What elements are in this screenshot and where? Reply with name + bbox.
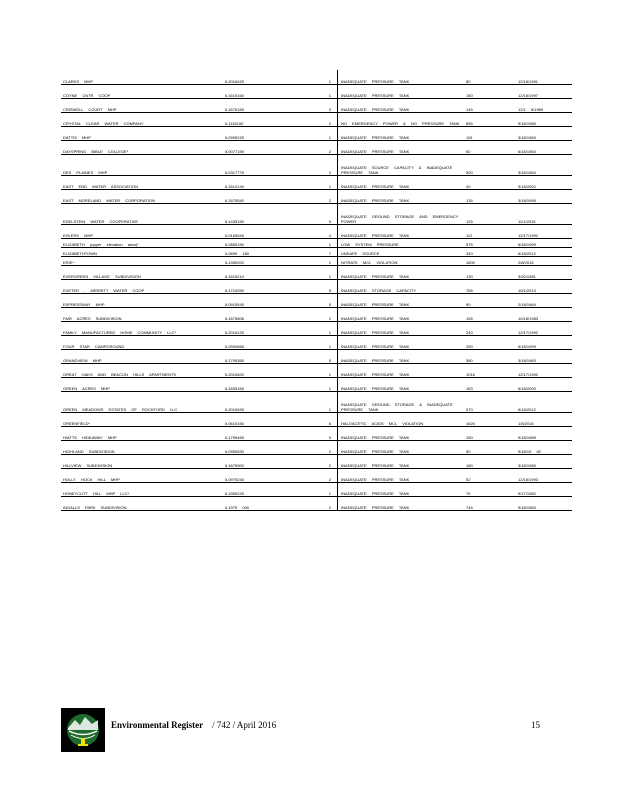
date: 10/18/1983 bbox=[516, 307, 572, 321]
population: 150 bbox=[464, 426, 516, 440]
table-row bbox=[61, 126, 572, 140]
date: 9/16/1985 bbox=[516, 112, 572, 126]
deficiency: UNSAFE SOURCE bbox=[338, 247, 465, 256]
region-number: 5 bbox=[279, 426, 338, 440]
facility-name: HIGHLAND SUBDIVISION bbox=[61, 440, 223, 454]
facility-id: IL1975 000 bbox=[223, 496, 279, 510]
facility-name: ERIE* bbox=[61, 256, 223, 265]
footer-publication-line bbox=[111, 720, 276, 730]
date: 3/18/1983 bbox=[516, 126, 572, 140]
facility-name: EVERGREEN VILLAGE SUBDIVISION bbox=[61, 265, 223, 279]
region-number: 5 bbox=[279, 279, 338, 293]
facility-name: EXPRESSWAY MHP bbox=[61, 293, 223, 307]
deficiency: NO EMERGENCY POWER & NO PRESSURE TANK bbox=[338, 112, 465, 126]
facility-id: IL1950200 bbox=[223, 256, 279, 265]
region-number: 2 bbox=[279, 140, 338, 154]
facility-name: DAYSPRING BIBLE COLLEGE* bbox=[61, 140, 223, 154]
facility-name: HOLLY HOCK HILL MHP bbox=[61, 468, 223, 482]
population: 163 bbox=[464, 377, 516, 391]
date: 6/18/2012 bbox=[516, 391, 572, 412]
region-number: 5 bbox=[279, 203, 338, 224]
region-number: 1 bbox=[279, 238, 338, 247]
facility-name: CLARKS MHP bbox=[61, 70, 223, 84]
population: 1600 bbox=[464, 256, 516, 265]
population: 52 bbox=[464, 468, 516, 482]
table-row bbox=[61, 84, 572, 98]
table-row bbox=[61, 349, 572, 363]
population: 500 bbox=[464, 154, 516, 175]
table-row bbox=[61, 175, 572, 189]
facility-id: IL0690 180 bbox=[223, 247, 279, 256]
facility-id: IL0165545 bbox=[223, 224, 279, 238]
facility-name: EAST MORELAND WATER CORPORATION bbox=[61, 189, 223, 203]
facility-id: IL0077159 bbox=[223, 140, 279, 154]
deficiency: HALOACETIC ACIDS MCL VIOLATION bbox=[338, 412, 465, 426]
population: 1016 bbox=[464, 363, 516, 377]
facility-name: INGALLS PARK SUBDIVISION bbox=[61, 496, 223, 510]
table-row bbox=[61, 496, 572, 510]
region-number: 1 bbox=[279, 321, 338, 335]
table-row bbox=[61, 238, 572, 247]
deficiency: INADEQUATE PRESSURE TANK bbox=[338, 363, 465, 377]
region-number: 1 bbox=[279, 377, 338, 391]
facility-id: IL1710050 bbox=[223, 279, 279, 293]
deficiency: INADEQUATE GROUND STORAGE & INADEQUATE PRESSURE TANK bbox=[338, 391, 465, 412]
region-number: 2 bbox=[279, 189, 338, 203]
table-row bbox=[61, 112, 572, 126]
region-number: 1 bbox=[279, 256, 338, 265]
table-row bbox=[61, 335, 572, 349]
date: 11/1/2015 bbox=[516, 203, 572, 224]
page-footer bbox=[61, 708, 556, 752]
issue-label: / 742 / April 2016 bbox=[212, 720, 277, 730]
facility-id: IL0317775 bbox=[223, 154, 279, 175]
deficiency: INADEQUATE PRESSURE TANK bbox=[338, 126, 465, 140]
facility-id: IL1675808 bbox=[223, 307, 279, 321]
population: 970 bbox=[464, 391, 516, 412]
table-row bbox=[61, 391, 572, 412]
region-number: 1 bbox=[279, 482, 338, 496]
population: 90 bbox=[464, 293, 516, 307]
deficiency: INADEQUATE PRESSURE TANK bbox=[338, 224, 465, 238]
date: 3/20/1981 bbox=[516, 265, 572, 279]
table-row bbox=[61, 224, 572, 238]
facility-id: IL1435150 bbox=[223, 203, 279, 224]
region-number: 4 bbox=[279, 224, 338, 238]
facility-id: IL0955530 bbox=[223, 440, 279, 454]
region-number: 1 bbox=[279, 391, 338, 412]
table-row bbox=[61, 154, 572, 175]
facility-name: GRANDVIEW MHP bbox=[61, 349, 223, 363]
deficiency: INADEQUATE PRESSURE TANK bbox=[338, 84, 465, 98]
table-row bbox=[61, 482, 572, 496]
deficiency: INADEQUATE PRESSURE TANK bbox=[338, 175, 465, 189]
facility-id: IL0990868 bbox=[223, 335, 279, 349]
population: 575 bbox=[464, 238, 516, 247]
deficiency: INADEQUATE SOURCE CAPACITY & INADEQUATE PRESSURE TANK bbox=[338, 154, 465, 175]
date: 6/18/2012 bbox=[516, 247, 572, 256]
deficiency: INADEQUATE PRESSURE TANK bbox=[338, 265, 465, 279]
environmental-register-logo-icon bbox=[61, 708, 105, 752]
table-row bbox=[61, 247, 572, 256]
table-row bbox=[61, 426, 572, 440]
facility-name: EHLERS MHP bbox=[61, 224, 223, 238]
population: 145 bbox=[464, 98, 516, 112]
date: 6/18/1983 bbox=[516, 140, 572, 154]
date: 12/18/1993 bbox=[516, 468, 572, 482]
region-number: 2 bbox=[279, 454, 338, 468]
table-row bbox=[61, 98, 572, 112]
region-number: 1 bbox=[279, 265, 338, 279]
facility-id: IL1955225 bbox=[223, 482, 279, 496]
table-row bbox=[61, 203, 572, 224]
deficiency: INADEQUATE PRESSURE TANK bbox=[338, 307, 465, 321]
facility-id: IL1675540 bbox=[223, 189, 279, 203]
population: 50 bbox=[464, 440, 516, 454]
facility-name: DATTIS MHP bbox=[61, 126, 223, 140]
date: 12/18/1991 bbox=[516, 70, 572, 84]
facility-id: IL1795365 bbox=[223, 349, 279, 363]
facility-id: IL0995225 bbox=[223, 126, 279, 140]
date: 10/1/2013 bbox=[516, 279, 572, 293]
region-number: 6 bbox=[279, 412, 338, 426]
population: 40 bbox=[464, 175, 516, 189]
table-row bbox=[61, 454, 572, 468]
deficiency: INADEQUATE PRESSURE TANK bbox=[338, 321, 465, 335]
date: 3/18/1983 bbox=[516, 349, 572, 363]
table-row bbox=[61, 468, 572, 482]
region-number: 2 bbox=[279, 468, 338, 482]
population: 60 bbox=[464, 140, 516, 154]
deficiency: INADEQUATE PRESSURE TANK bbox=[338, 98, 465, 112]
date: 12/17/1992 bbox=[516, 363, 572, 377]
deficiency: INADEQUATE PRESSURE TANK bbox=[338, 440, 465, 454]
date: 3/16/1984 bbox=[516, 154, 572, 175]
population: 1620 bbox=[464, 412, 516, 426]
region-number: 7 bbox=[279, 247, 338, 256]
deficiency: INADEQUATE PRESSURE TANK bbox=[338, 482, 465, 496]
facility-name: GREENFIELD* bbox=[61, 412, 223, 426]
deficiency: INADEQUATE PRESSURE TANK bbox=[338, 426, 465, 440]
deficiency: INADEQUATE PRESSURE TANK bbox=[338, 349, 465, 363]
facility-id: IL1615160 bbox=[223, 84, 279, 98]
population: 380 bbox=[464, 349, 516, 363]
facility-name: GREEN MEADOWS ESTATES OF ROCKFORD LLC bbox=[61, 391, 223, 412]
deficiency: INADEQUATE PRESSURE TANK bbox=[338, 189, 465, 203]
facility-id: IL1835165 bbox=[223, 377, 279, 391]
region-number: 3 bbox=[279, 98, 338, 112]
table-row bbox=[61, 293, 572, 307]
date: 12/17/1992 bbox=[516, 321, 572, 335]
deficiency: INADEQUATE PRESSURE TANK bbox=[338, 468, 465, 482]
region-number: 2 bbox=[279, 112, 338, 126]
deficiency: LOW SYSTEM PRESSURE bbox=[338, 238, 465, 247]
facility-name: GREEN ACRES MHP bbox=[61, 377, 223, 391]
region-number: 5 bbox=[279, 349, 338, 363]
region-number: 1 bbox=[279, 335, 338, 349]
table-row bbox=[61, 256, 572, 265]
population: 75 bbox=[464, 482, 516, 496]
facility-name: DES PLAINES MHP bbox=[61, 154, 223, 175]
population: 340 bbox=[464, 247, 516, 256]
date: 12/17/1992 bbox=[516, 224, 572, 238]
facility-id: IL2015495 bbox=[223, 391, 279, 412]
table-body bbox=[61, 70, 572, 510]
facility-id: IL2015400 bbox=[223, 363, 279, 377]
facility-id: IL1610140 bbox=[223, 175, 279, 189]
date: 3/18/2002 bbox=[516, 175, 572, 189]
region-number: 1 bbox=[279, 70, 338, 84]
date: 9/18/1989 bbox=[516, 426, 572, 440]
population: 240 bbox=[464, 321, 516, 335]
facility-id: IL2016125 bbox=[223, 321, 279, 335]
facility-id: IL0610150 bbox=[223, 412, 279, 426]
deficiency: INADEQUATE PRESSURE TANK bbox=[338, 293, 465, 307]
date: 9/18/19 82 bbox=[516, 440, 572, 454]
region-number: 2 bbox=[279, 154, 338, 175]
population: 125 bbox=[464, 203, 516, 224]
date: 6/18/2000 bbox=[516, 377, 572, 391]
deficiency: INADEQUATE PRESSURE TANK bbox=[338, 335, 465, 349]
facility-id: IL0975245 bbox=[223, 468, 279, 482]
table-row bbox=[61, 363, 572, 377]
region-number: 1 bbox=[279, 363, 338, 377]
deficiency: INADEQUATE PRESSURE TANK bbox=[338, 70, 465, 84]
table-row bbox=[61, 265, 572, 279]
date: 12/18/1997 bbox=[516, 84, 572, 98]
table-row bbox=[61, 377, 572, 391]
deficiency: INADEQUATE STORAGE CAPACITY bbox=[338, 279, 465, 293]
deficiency: INADEQUATE PRESSURE TANK bbox=[338, 454, 465, 468]
facility-id: IL1115150 bbox=[223, 112, 279, 126]
region-number: 1 bbox=[279, 175, 338, 189]
population: 855 bbox=[464, 112, 516, 126]
date: 3/18/1985 bbox=[516, 454, 572, 468]
population: 250 bbox=[464, 335, 516, 349]
population: 155 bbox=[464, 307, 516, 321]
facility-name: GREAT OAKS AND BEACON HILLS APARTMENTS bbox=[61, 363, 223, 377]
facility-name: HILLVIEW SUBDIVISION bbox=[61, 454, 223, 468]
deficiency: NITRATE MCL VIOLATION bbox=[338, 256, 465, 265]
facility-name: FAMILY MANUFACTURED HOME COMMUNITY LLC* bbox=[61, 321, 223, 335]
population: 80 bbox=[464, 70, 516, 84]
facility-id: IL0850150 bbox=[223, 238, 279, 247]
facility-name: CRISWELL COURT MHP bbox=[61, 98, 223, 112]
facility-name: COYNE CNTR COOP bbox=[61, 84, 223, 98]
facility-id: IL0915545 bbox=[223, 293, 279, 307]
population: 135 bbox=[464, 189, 516, 203]
facility-name: ELIZABETH (upper elevation area)* bbox=[61, 238, 223, 247]
date: 2/8/2016 bbox=[516, 256, 572, 265]
date: 2/18/1984 bbox=[516, 293, 572, 307]
date: 9/18/1983 bbox=[516, 496, 572, 510]
date: 6/18/1999 bbox=[516, 238, 572, 247]
table-row bbox=[61, 189, 572, 203]
population: 180 bbox=[464, 454, 516, 468]
facility-name: FAIR ACRES SUBDIVISION bbox=[61, 307, 223, 321]
table-row bbox=[61, 412, 572, 426]
region-number: 1 bbox=[279, 126, 338, 140]
date: 3/18/1995 bbox=[516, 189, 572, 203]
facility-id: IL1676165 bbox=[223, 98, 279, 112]
page-number: 15 bbox=[531, 720, 540, 730]
region-number: 1 bbox=[279, 84, 338, 98]
population: 745 bbox=[464, 496, 516, 510]
facility-name: EAST END WATER ASSOCIATION bbox=[61, 175, 223, 189]
facility-name: FOUR STAR CAMPGROUND bbox=[61, 335, 223, 349]
region-number: 5 bbox=[279, 293, 338, 307]
facility-name: CRYSTAL CLEAR WATER COMPANY bbox=[61, 112, 223, 126]
table-row bbox=[61, 321, 572, 335]
deficiency: INADEQUATE PRESSURE TANK bbox=[338, 140, 465, 154]
date: 9/17/1982 bbox=[516, 482, 572, 496]
date: 6/18/1999 bbox=[516, 335, 572, 349]
population: 112 bbox=[464, 224, 516, 238]
population: 115 bbox=[464, 126, 516, 140]
facility-id: IL1675900 bbox=[223, 454, 279, 468]
population: 765 bbox=[464, 279, 516, 293]
publication-name: Environmental Register bbox=[111, 720, 204, 730]
facility-name: ELIZABETHTOWN bbox=[61, 247, 223, 256]
table-row bbox=[61, 440, 572, 454]
table-row bbox=[61, 279, 572, 293]
population: 150 bbox=[464, 84, 516, 98]
date: 1/5/2016 bbox=[516, 412, 572, 426]
deficiency: INADEQUATE PRESSURE TANK bbox=[338, 377, 465, 391]
facility-name: HONEYCUTT HILL MHP LLC* bbox=[61, 482, 223, 496]
table-row bbox=[61, 307, 572, 321]
table-row bbox=[61, 70, 572, 84]
date: 12/1 5/1989 bbox=[516, 98, 572, 112]
population: 130 bbox=[464, 265, 516, 279]
deficiency: INADEQUATE GROUND STORAGE AND EMERGENCY POWER bbox=[338, 203, 465, 224]
deficiency: INADEQUATE PRESSURE TANK bbox=[338, 496, 465, 510]
region-number: 2 bbox=[279, 307, 338, 321]
region-number: 2 bbox=[279, 440, 338, 454]
table-row bbox=[61, 140, 572, 154]
facility-id: IL1795465 bbox=[223, 426, 279, 440]
water-supply-table bbox=[61, 70, 572, 511]
facility-name: EDELSTEIN WATER COOPERATIVE bbox=[61, 203, 223, 224]
facility-id: IL2016425 bbox=[223, 70, 279, 84]
facility-name: EXETER - MERRITT WATER COOP bbox=[61, 279, 223, 293]
facility-id: IL1615210 bbox=[223, 265, 279, 279]
facility-name: HIATTS HIDEAWAY MHP bbox=[61, 426, 223, 440]
region-number: 2 bbox=[279, 496, 338, 510]
